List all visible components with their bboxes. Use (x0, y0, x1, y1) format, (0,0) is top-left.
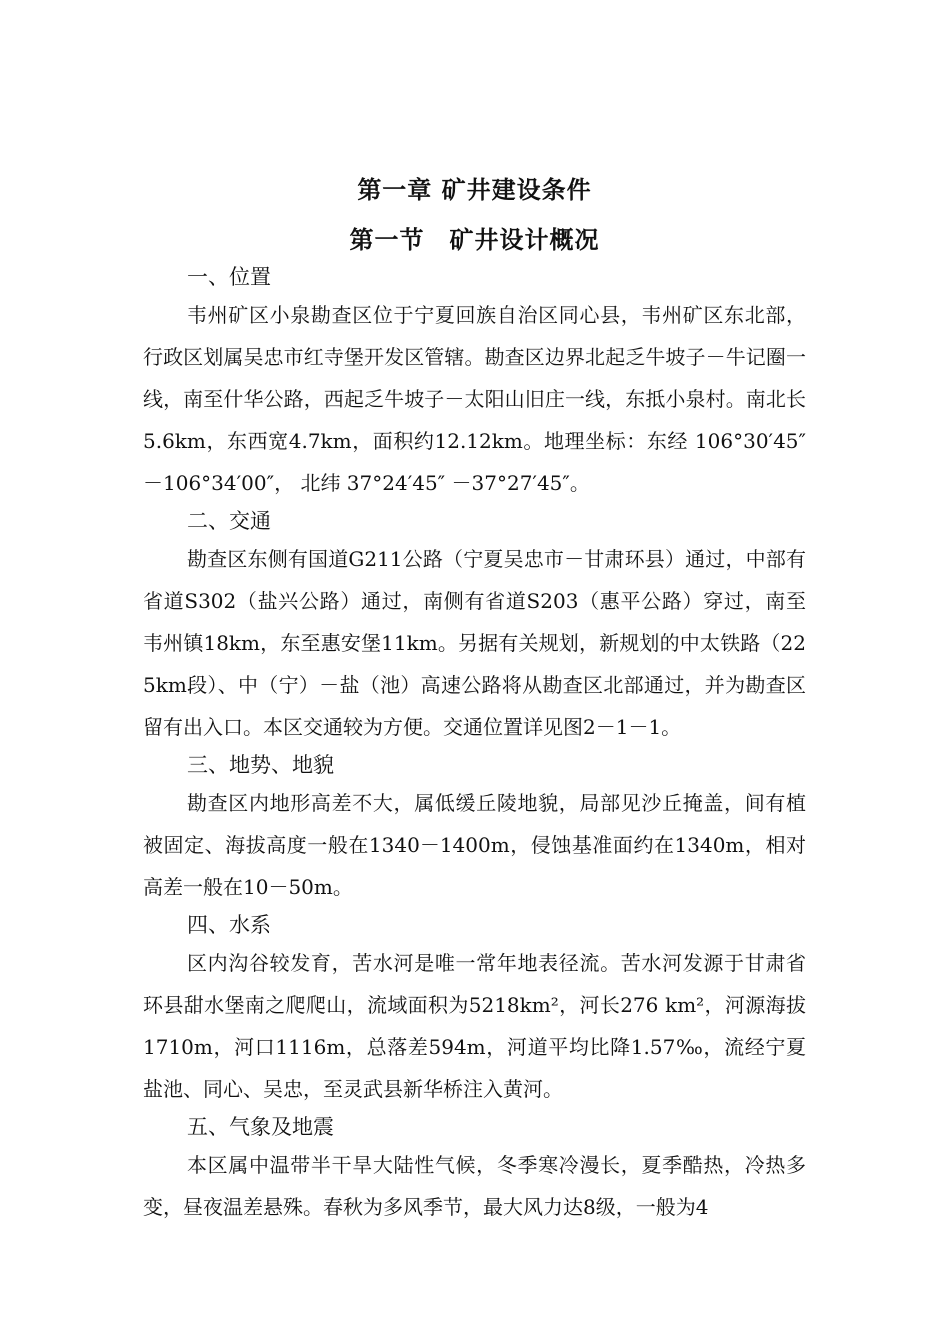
paragraph-location: 韦州矿区小泉勘查区位于宁夏回族自治区同心县，韦州矿区东北部，行政区划属吴忠市红寺堡开发区管辖。勘查区边界北起乏牛坡子－牛记圈一线，南至什华公路，西起乏牛坡子－太阳山旧庄一线，东抵小泉村。南北长5.6km，东西宽4.7km，面积约12.12km。地理坐标：东经 106°30′45″ －106°34′00″， 北纬 37°24′45″ －37°27′45″。 (143, 303, 806, 495)
paragraph-terrain: 勘查区内地形高差不大，属低缓丘陵地貌，局部见沙丘掩盖，间有植被固定、海拔高度一般在1340－1400m，侵蚀基准面约在1340m，相对高差一般在10－50m。 (143, 791, 806, 899)
paragraph-water-system: 区内沟谷较发育，苦水河是唯一常年地表径流。苦水河发源于甘肃省环县甜水堡南之爬爬山，流域面积为5218km²，河长276 km²，河源海拔1710m，河口1116m，总落差594m，河道平均比降1.57‰，流经宁夏盐池、同心、吴忠，至灵武县新华桥注入黄河。 (143, 951, 806, 1101)
heading-climate-earthquake: 五、气象及地震 (187, 1115, 334, 1139)
document-body (143, 170, 806, 1228)
paragraph-climate-earthquake: 本区属中温带半干旱大陆性气候，冬季寒冷漫长，夏季酷热，冷热多变，昼夜温差悬殊。春秋为多风季节，最大风力达8级，一般为4 (143, 1153, 806, 1219)
section-title: 第一节 矿井设计概况 (349, 225, 600, 254)
heading-location: 一、位置 (187, 265, 271, 289)
chapter-title: 第一章 矿井建设条件 (357, 175, 592, 204)
paragraph-transport: 勘查区东侧有国道G211公路（宁夏吴忠市－甘肃环县）通过，中部有省道S302（盐兴公路）通过，南侧有省道S203（惠平公路）穿过，南至韦州镇18km，东至惠安堡11km。另据有关规划，新规划的中太铁路（225km段）、中（宁）－盐（池）高速公路将从勘查区北部通过，并为勘查区留有出入口。本区交通较为方便。交通位置详见图2－1－1。 (143, 547, 806, 739)
heading-terrain: 三、地势、地貌 (187, 753, 334, 777)
heading-water-system: 四、水系 (187, 913, 271, 937)
heading-transport: 二、交通 (187, 509, 271, 533)
